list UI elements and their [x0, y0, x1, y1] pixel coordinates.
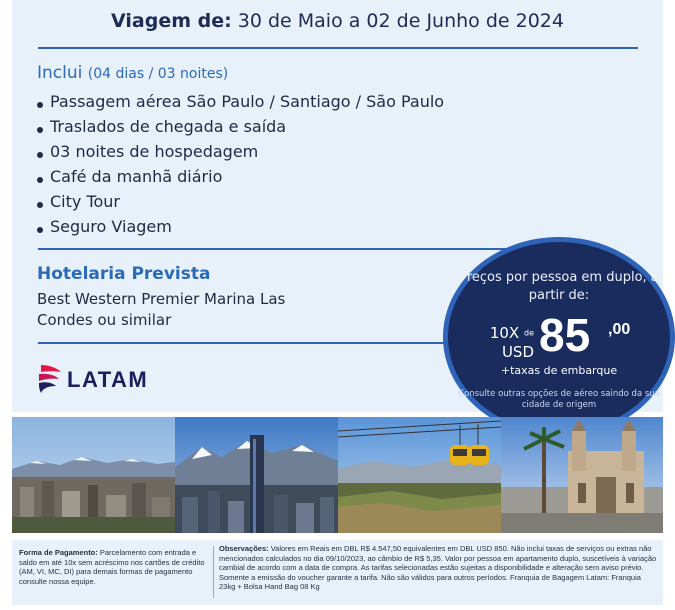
- inclui-title: Inclui: [37, 63, 83, 83]
- price-badge: [443, 237, 675, 437]
- trip-dates-value: 30 de Maio a 02 de Junho de 2024: [237, 10, 564, 32]
- inclui-duration: (04 dias / 03 noites): [87, 66, 229, 82]
- photo-strip: [12, 417, 663, 533]
- bullet-icon: [37, 177, 43, 183]
- list-item: Seguro Viagem: [37, 214, 444, 239]
- santiago-skyline-photo: [12, 417, 175, 533]
- price-amount: 85: [539, 309, 591, 361]
- bullet-icon: [37, 102, 43, 108]
- list-item: Traslados de chegada e saída: [37, 114, 444, 139]
- inclui-list: [37, 89, 444, 239]
- trip-dates-title: [12, 10, 663, 32]
- latam-logo-text: LATAM: [67, 367, 149, 392]
- list-item: Passagem aérea São Paulo / Santiago / São Paulo: [37, 89, 444, 114]
- bullet-icon: [37, 127, 43, 133]
- taxes-note: +taxas de embarque: [500, 364, 618, 377]
- list-item: 03 noites de hospedagem: [37, 139, 444, 164]
- origin-note: Consulte outras opções de aéreo saindo da sua cidade de origem: [458, 389, 660, 410]
- costanera-tower-photo: [175, 417, 338, 533]
- list-item: City Tour: [37, 189, 444, 214]
- title-divider: [38, 47, 638, 49]
- installments-label: 10X de USD: [489, 324, 534, 361]
- observations-note: Observações: Valores em Reais em DBL R$ 4.547,50 equivalentes em DBL USD 850. Não inclui taxas de serviços ou extras não mencionados calculados no dia 09/10/2023, ao câmbio de R$ 5,35. Valor por pessoa em apartamento duplo, suscetíveis à variação cambial de acordo com a data de compra. As tarifas selecionadas estão sujeitas a disponibilidade e alteração sem aviso prévio. Somente a emissão do voucher garante a tarifa. Não são válidos para outros períodos. Franquia de Bagagem Latam: Franquia 23kg + Bolsa Hand Bag 08 Kg: [219, 544, 657, 591]
- bullet-icon: [37, 227, 43, 233]
- footer-divider: [213, 546, 214, 598]
- hotel-heading: Hotelaria Prevista: [37, 264, 211, 284]
- bullet-icon: [37, 202, 43, 208]
- price-cents: ,00: [608, 321, 631, 338]
- trip-dates-label: Viagem de:: [111, 10, 232, 32]
- footer-notes: [12, 540, 663, 605]
- hotel-name: Best Western Premier Marina Las Condes ou similar: [37, 290, 286, 329]
- cathedral-plaza-photo: [501, 417, 663, 533]
- latam-logo-icon: [37, 362, 63, 396]
- section-divider: [38, 248, 508, 250]
- payment-note: Forma de Pagamento: Parcelamento com entrada e saldo em até 10x sem acréscimo nos cartões de crédito (AM, VI, MC, DI) para demais formas de pagamento consulte nossa equipe.: [19, 548, 205, 586]
- list-item: Café da manhã diário: [37, 164, 444, 189]
- price-lead: Preços por pessoa em duplo, a partir de:: [459, 270, 659, 303]
- bullet-icon: [37, 152, 43, 158]
- inclui-heading: [37, 63, 228, 83]
- cable-car-photo: [338, 417, 501, 533]
- hotel-divider: [38, 342, 448, 344]
